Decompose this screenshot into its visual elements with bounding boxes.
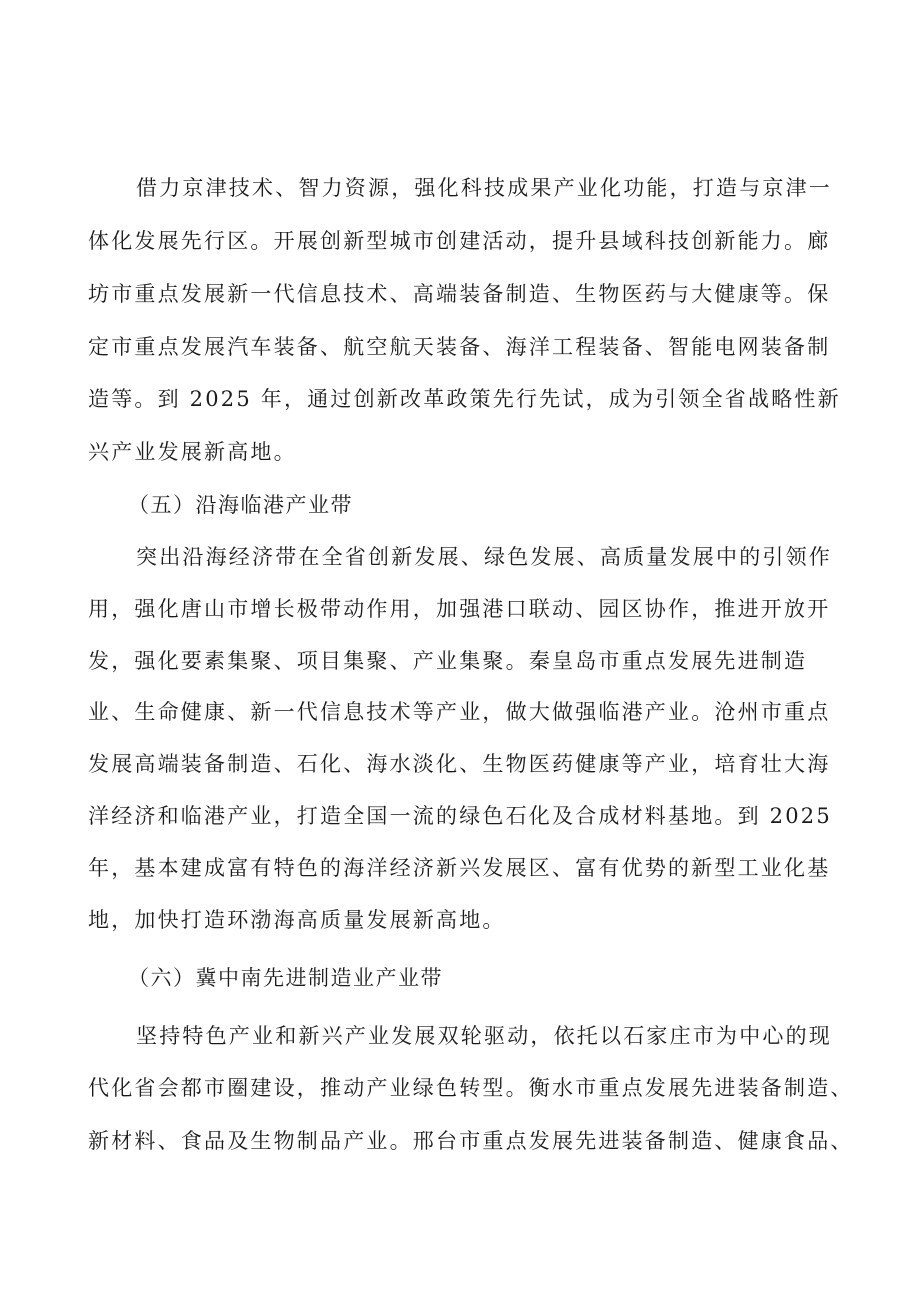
paragraph-1-line-2: 体化发展先行区。开展创新型城市创建活动，提升县域科技创新能力。廊 [88, 229, 831, 253]
section-heading-6: （六）冀中南先进制造业产业带 [128, 966, 443, 990]
paragraph-2-line-4: 业、生命健康、新一代信息技术等产业，做大做强临港产业。沧州市重点 [88, 700, 831, 724]
paragraph-1-line-4: 定市重点发展汽车装备、航空航天装备、海洋工程装备、智能电网装备制 [88, 335, 831, 359]
paragraph-2-line-6: 洋经济和临港产业，打造全国一流的绿色石化及合成材料基地。到 2025 [88, 804, 832, 828]
paragraph-1-line-6: 兴产业发展新高地。 [88, 440, 297, 464]
paragraph-2-line-2: 用，强化唐山市增长极带动作用，加强港口联动、园区协作，推进开放开 [88, 597, 831, 621]
paragraph-2-line-7: 年，基本建成富有特色的海洋经济新兴发展区、富有优势的新型工业化基 [88, 856, 831, 880]
paragraph-2-line-1: 突出沿海经济带在全省创新发展、绿色发展、高质量发展中的引领作 [136, 545, 832, 569]
paragraph-2-line-3: 发，强化要素集聚、项目集聚、产业集聚。秦皇岛市重点发展先进制造 [88, 649, 808, 673]
section-heading-5: （五）沿海临港产业带 [128, 493, 353, 517]
paragraph-1-line-5: 造等。到 2025 年，通过创新改革政策先行先试，成为引领全省战略性新 [88, 387, 841, 411]
paragraph-1-line-1: 借力京津技术、智力资源，强化科技成果产业化功能，打造与京津一 [136, 176, 832, 200]
paragraph-3-line-1: 坚持特色产业和新兴产业发展双轮驱动，依托以石家庄市为中心的现 [136, 1024, 832, 1048]
paragraph-2-line-5: 发展高端装备制造、石化、海水淡化、生物医药健康等产业，培育壮大海 [88, 752, 831, 776]
paragraph-3-line-3: 新材料、食品及生物制品产业。邢台市重点发展先进装备制造、健康食品、 [88, 1129, 854, 1153]
paragraph-1-line-3: 坊市重点发展新一代信息技术、高端装备制造、生物医药与大健康等。保 [88, 282, 831, 306]
paragraph-2-line-8: 地，加快打造环渤海高质量发展新高地。 [88, 908, 506, 932]
paragraph-3-line-2: 代化省会都市圈建设，推动产业绿色转型。衡水市重点发展先进装备制造、 [88, 1076, 854, 1100]
